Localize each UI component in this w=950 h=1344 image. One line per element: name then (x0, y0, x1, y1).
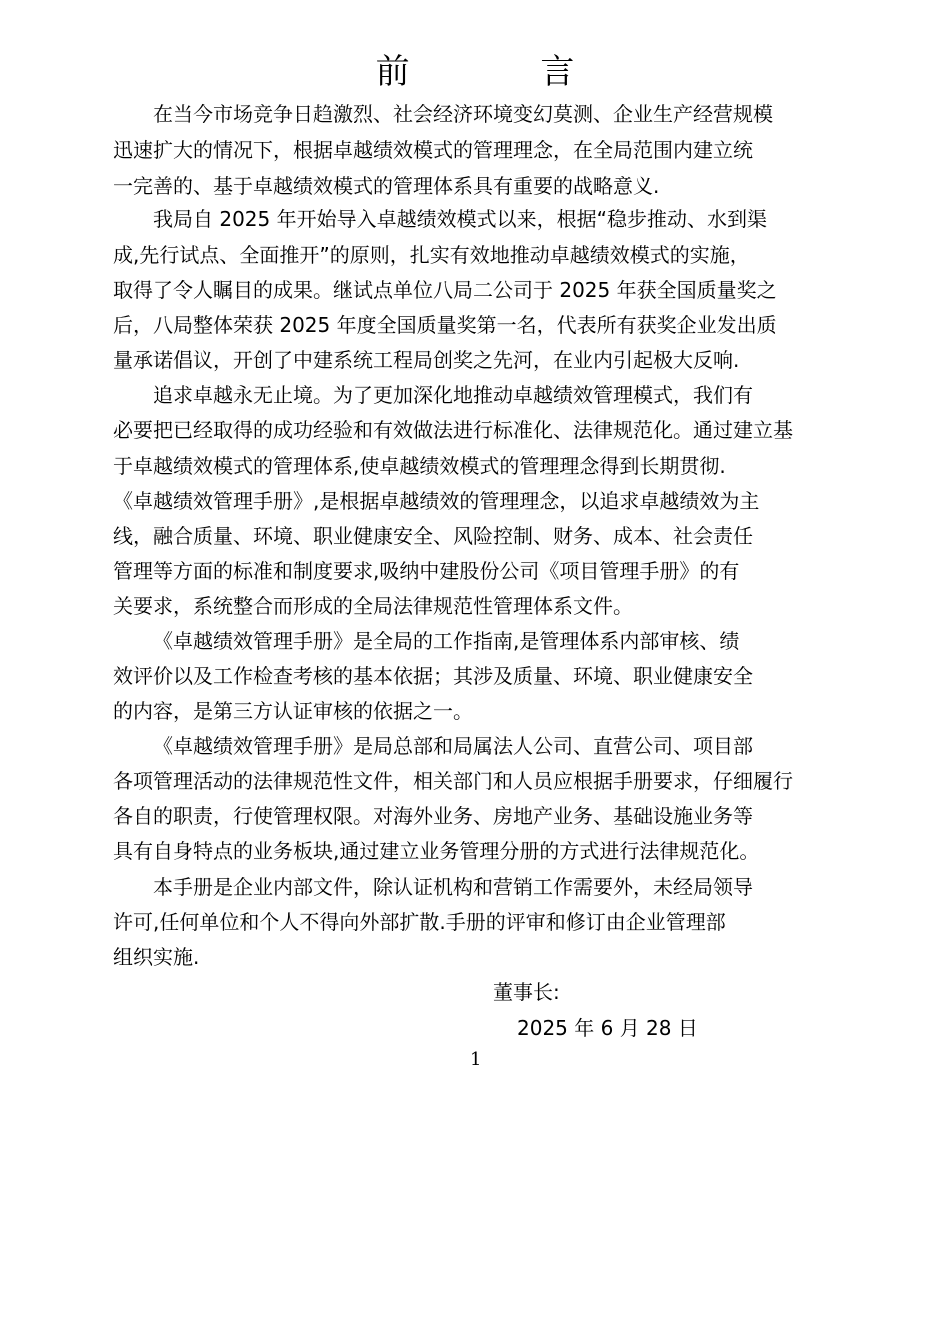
text-line: 组织实施. (113, 945, 200, 969)
text-line: 必要把已经取得的成功经验和有效做法进行标准化、法律规范化。通过建立基 (113, 418, 793, 442)
text-line: 线，融合质量、环境、职业健康安全、风险控制、财务、成本、社会责任 (113, 524, 753, 548)
text-line: 具有自身特点的业务板块,通过建立业务管理分册的方式进行法律规范化。 (113, 839, 760, 863)
text-line: 许可,任何单位和个人不得向外部扩散.手册的评审和修订由企业管理部 (113, 910, 726, 934)
text-line: 于卓越绩效模式的管理体系,使卓越绩效模式的管理理念得到长期贯彻. (113, 454, 726, 478)
text-line: 《卓越绩效管理手册》,是根据卓越绩效的管理理念，以追求卓越绩效为主 (113, 489, 760, 513)
text-line: 《卓越绩效管理手册》是全局的工作指南,是管理体系内部审核、绩 (153, 629, 740, 653)
text-line: 量承诺倡议，开创了中建系统工程局创奖之先河，在业内引起极大反响. (113, 348, 740, 372)
text-line: 成,先行试点、全面推开”的原则，扎实有效地推动卓越绩效模式的实施， (113, 243, 750, 267)
text-line: 取得了令人瞩目的成果。继试点单位八局二公司于 2025 年获全国质量奖之 (113, 278, 777, 302)
page-number: 1 (470, 1049, 482, 1070)
text-line: 《卓越绩效管理手册》是局总部和局属法人公司、直营公司、项目部 (153, 734, 753, 758)
text-line: 我局自 2025 年开始导入卓越绩效模式以来，根据“稳步推动、水到渠 (153, 207, 767, 231)
text-line: 本手册是企业内部文件，除认证机构和营销工作需要外，未经局领导 (153, 875, 753, 899)
text-line: 迅速扩大的情况下，根据卓越绩效模式的管理理念，在全局范围内建立统 (113, 138, 753, 162)
text-line: 后，八局整体荣获 2025 年度全国质量奖第一名，代表所有获奖企业发出质 (113, 313, 777, 337)
text-line: 的内容，是第三方认证审核的依据之一。 (113, 699, 473, 723)
text-line: 管理等方面的标准和制度要求,吸纳中建股份公司《项目管理手册》的有 (113, 559, 740, 583)
text-line: 关要求，系统整合而形成的全局法律规范性管理体系文件。 (113, 594, 633, 618)
text-line: 在当今市场竞争日趋激烈、社会经济环境变幻莫测、企业生产经营规模 (153, 102, 773, 126)
signature-label: 董事长: (493, 980, 560, 1004)
page-title: 前 言 (375, 52, 635, 92)
text-line: 一完善的、基于卓越绩效模式的管理体系具有重要的战略意义. (113, 174, 660, 198)
text-line: 各项管理活动的法律规范性文件，相关部门和人员应根据手册要求，仔细履行 (113, 769, 793, 793)
text-line: 追求卓越永无止境。为了更加深化地推动卓越绩效管理模式，我们有 (153, 383, 753, 407)
text-line: 效评价以及工作检查考核的基本依据；其涉及质量、环境、职业健康安全 (113, 664, 753, 688)
text-line: 各自的职责，行使管理权限。对海外业务、房地产业务、基础设施业务等 (113, 804, 753, 828)
signature-date: 2025 年 6 月 28 日 (517, 1016, 698, 1040)
